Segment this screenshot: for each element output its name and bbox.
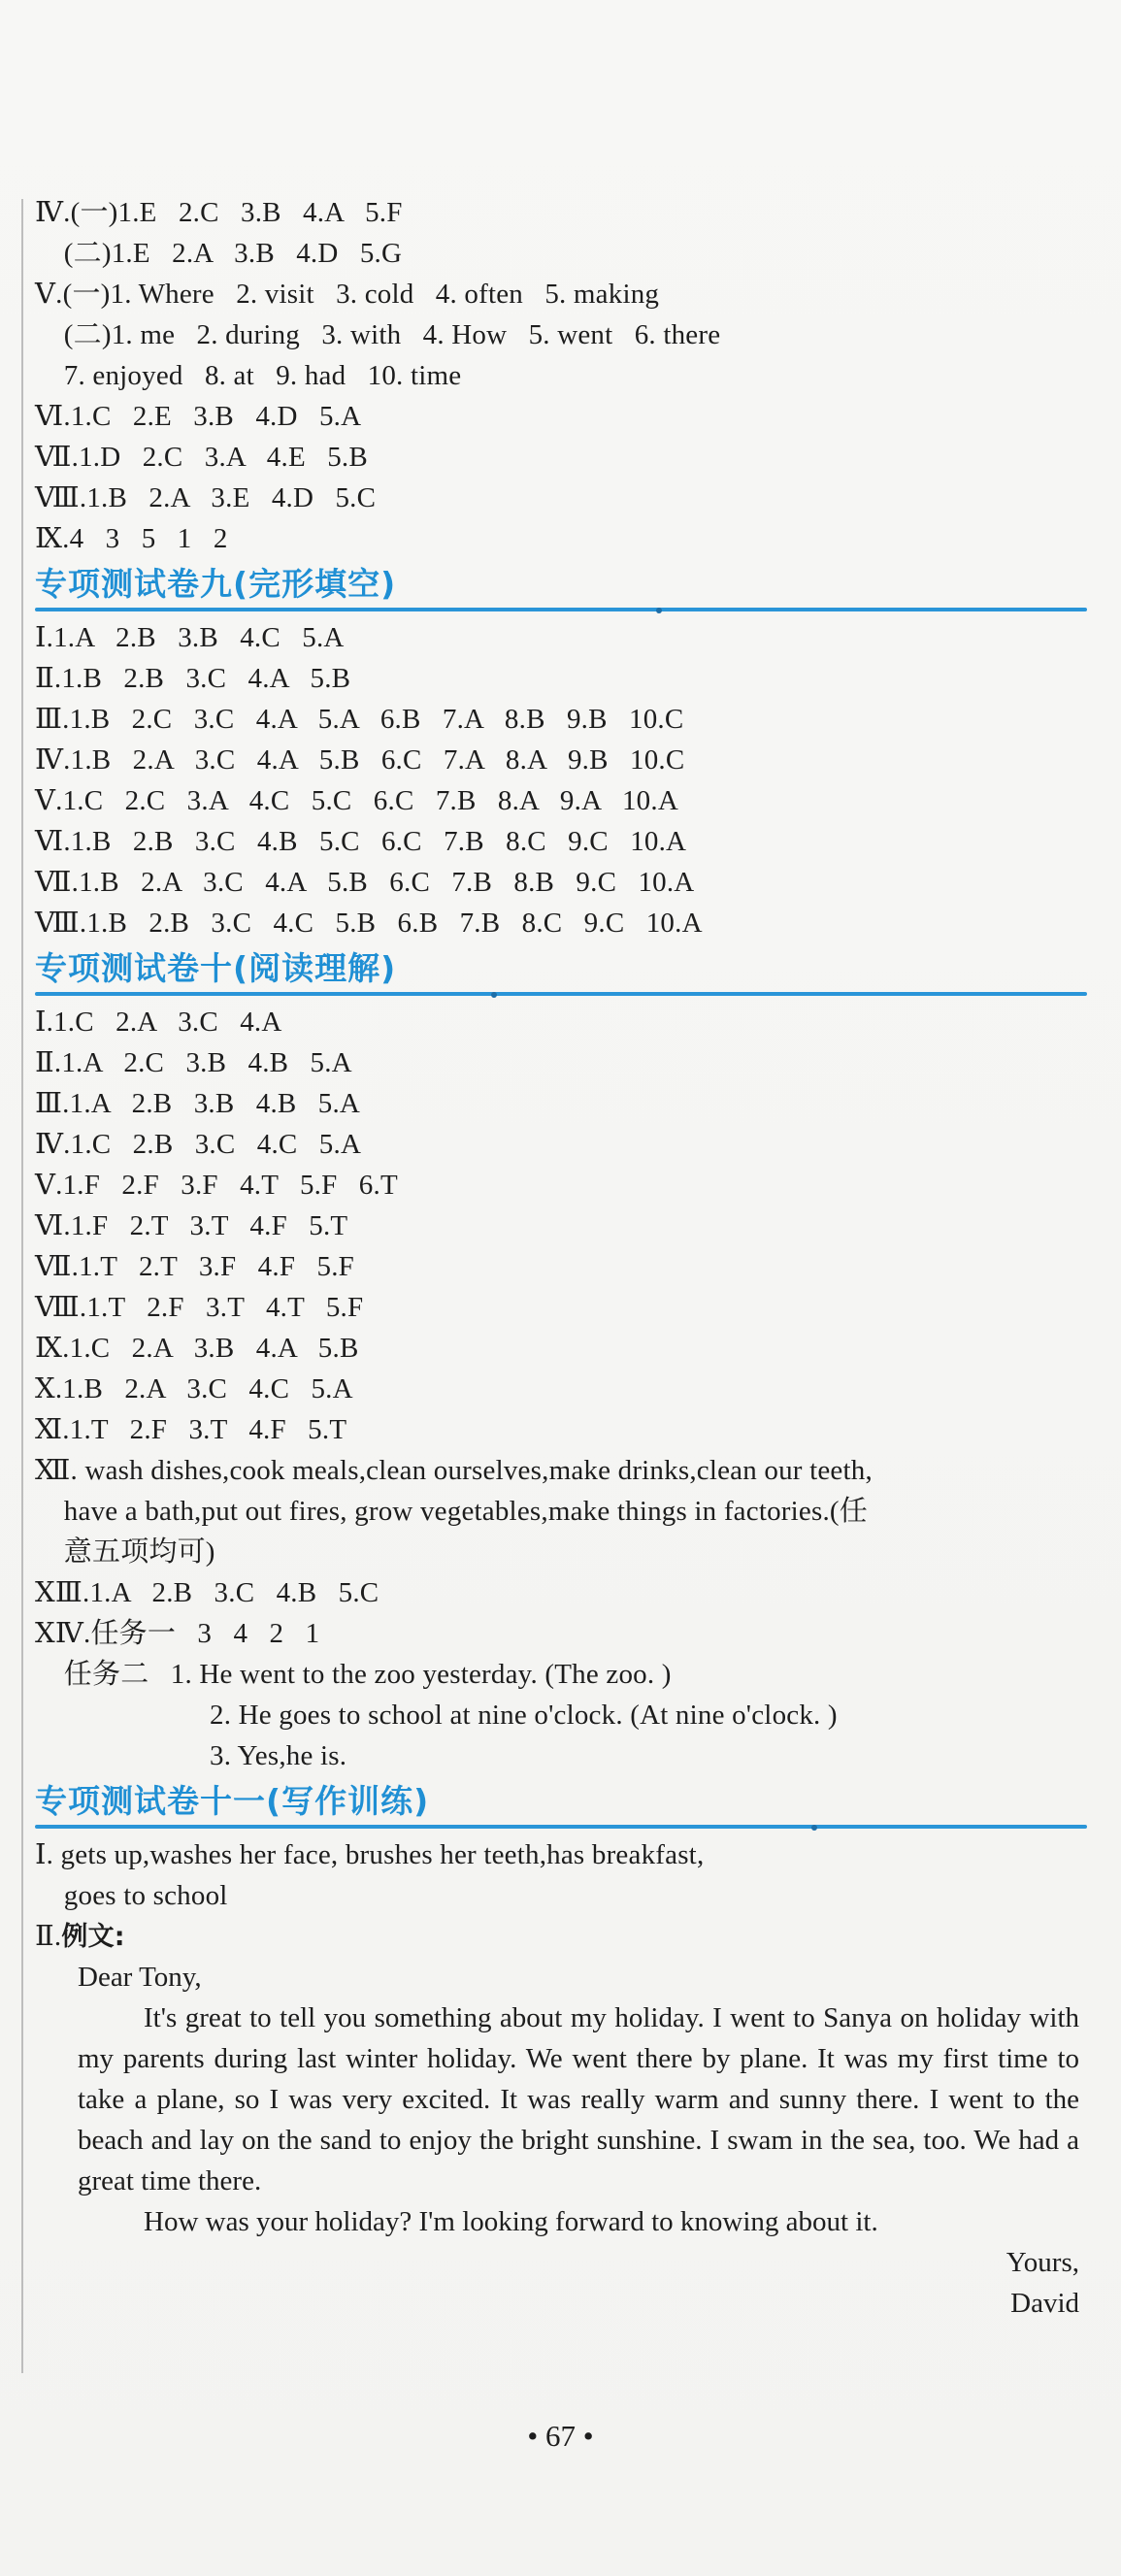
answer-line: Ⅴ.(一)1. Where 2. visit 3. cold 4. often 5. making (35, 279, 660, 310)
section10-answers (35, 1002, 1083, 1450)
section-heading-10 (35, 945, 1083, 998)
cloze-answer-line: Ⅵ.1.B 2.B 3.C 4.B 5.C 6.C 7.B 8.C 9.C 10.A (35, 826, 687, 857)
reading-answer-line: Ⅰ.1.C 2.A 3.C 4.A (35, 1007, 282, 1038)
divider-dot (656, 608, 662, 613)
section-divider (35, 608, 1087, 611)
reading-answer-line: Ⅳ.1.C 2.B 3.C 4.C 5.A (35, 1129, 362, 1160)
writing-answer-i: Ⅰ. gets up,washes her face, brushes her teeth,has breakfast, (35, 1839, 705, 1870)
reading-answer-line: Ⅴ.1.F 2.F 3.F 4.T 5.F 6.T (35, 1170, 398, 1201)
answer-line: Ⅳ.(一)1.E 2.C 3.B 4.A 5.F (35, 197, 403, 228)
section-divider (35, 1825, 1087, 1829)
letter-signature: David (1010, 2288, 1079, 2319)
page-number: • 67 • (527, 2419, 594, 2453)
cloze-answer-line: Ⅳ.1.B 2.A 3.C 4.A 5.B 6.C 7.A 8.A 9.B 10.C (35, 744, 685, 776)
reading-answer-line: Ⅲ.1.A 2.B 3.B 4.B 5.A (35, 1088, 361, 1119)
answer-line: (二)1. me 2. during 3. with 4. How 5. went 6. there (35, 319, 721, 350)
cloze-answer-line: Ⅲ.1.B 2.C 3.C 4.A 5.A 6.B 7.A 8.B 9.B 10.C (35, 704, 684, 735)
section-title: 专项测试卷十(阅读理解) (35, 949, 397, 987)
answer-line: Ⅶ.1.D 2.C 3.A 4.E 5.B (35, 442, 368, 473)
answer-line: Ⅵ.1.C 2.E 3.B 4.D 5.A (35, 401, 362, 432)
answer-line-xiii: ⅩⅢ.1.A 2.B 3.C 4.B 5.C (35, 1577, 379, 1608)
cloze-answer-line: Ⅰ.1.A 2.B 3.B 4.C 5.A (35, 622, 345, 653)
divider-dot (491, 992, 497, 998)
reading-answer-line: Ⅸ.1.C 2.A 3.B 4.A 5.B (35, 1333, 359, 1364)
answer-line: Ⅸ.4 3 5 1 2 (35, 523, 228, 554)
answer-line-xiv-task2-2: 2. He goes to school at nine o'clock. (At nine o'clock. ) (210, 1700, 838, 1731)
reading-answer-line: Ⅷ.1.T 2.F 3.T 4.T 5.F (35, 1292, 364, 1323)
cloze-answer-line: Ⅶ.1.B 2.A 3.C 4.A 5.B 6.C 7.B 8.B 9.C 10.A (35, 867, 695, 898)
writing-answer-i-cont: goes to school (35, 1880, 228, 1911)
sample-essay-label: 例文: (61, 1922, 125, 1952)
letter-paragraph-2: How was your holiday? I'm looking forward to knowing about it. (144, 2206, 878, 2237)
answer-line-xii-cont: have a bath,put out fires, grow vegetables,make things in factories.(任 (35, 1496, 868, 1527)
answer-line: 7. enjoyed 8. at 9. had 10. time (35, 360, 462, 391)
answer-line-xii-note: 意五项均可) (35, 1536, 215, 1568)
section-heading-9 (35, 561, 1083, 613)
section-heading-11 (35, 1778, 1083, 1831)
letter-greeting: Dear Tony, (78, 1962, 202, 1993)
letter-paragraph-1: It's great to tell you something about my holiday. I went to Sanya on holiday with my parents during last winter holiday. We went there by plane. It was my first time to take a plane, so I was very excited. It was really warm and sunny there. I went to the beach and lay on the sand to enjoy the bright sunshine. I swam in the sea, too. We had a great time there. (78, 2002, 1079, 2196)
letter-closing: Yours, (1006, 2247, 1079, 2278)
reading-answer-line: Ⅺ.1.T 2.F 3.T 4.F 5.T (35, 1414, 347, 1445)
reading-answer-line: Ⅵ.1.F 2.T 3.T 4.F 5.T (35, 1210, 348, 1241)
item-label: Ⅱ. (35, 1921, 62, 1952)
section9-answers (35, 617, 1083, 943)
divider-dot (811, 1825, 817, 1831)
section-title: 专项测试卷十一(写作训练) (35, 1782, 430, 1820)
reading-answer-line: Ⅹ.1.B 2.A 3.C 4.C 5.A (35, 1373, 353, 1404)
answer-line-xiv-task2-3: 3. Yes,he is. (210, 1740, 347, 1771)
answer-content (35, 192, 1083, 2324)
section-title: 专项测试卷九(完形填空) (35, 565, 397, 603)
left-margin-rule (21, 199, 23, 2373)
cloze-answer-line: Ⅱ.1.B 2.B 3.C 4.A 5.B (35, 663, 351, 694)
answer-line: (二)1.E 2.A 3.B 4.D 5.G (35, 238, 403, 269)
cloze-answer-line: Ⅷ.1.B 2.B 3.C 4.C 5.B 6.B 7.B 8.C 9.C 10.A (35, 908, 703, 939)
reading-answer-line: Ⅱ.1.A 2.C 3.B 4.B 5.A (35, 1047, 352, 1078)
writing-answer-ii (35, 1916, 1083, 1957)
reading-answer-line: Ⅶ.1.T 2.T 3.F 4.F 5.F (35, 1251, 354, 1282)
answer-line-xiv-task1: ⅩⅣ.任务一 3 4 2 1 (35, 1618, 320, 1649)
previous-section-answers (35, 192, 1083, 559)
answer-line-xiv-task2: 任务二 1. He went to the zoo yesterday. (The zoo. ) (35, 1659, 672, 1690)
cloze-answer-line: Ⅴ.1.C 2.C 3.A 4.C 5.C 6.C 7.B 8.A 9.A 10.A (35, 785, 678, 816)
answer-line: Ⅷ.1.B 2.A 3.E 4.D 5.C (35, 482, 377, 513)
answer-line-xii: Ⅻ. wash dishes,cook meals,clean ourselves,make drinks,clean our teeth, (35, 1455, 873, 1486)
section-divider (35, 992, 1087, 996)
